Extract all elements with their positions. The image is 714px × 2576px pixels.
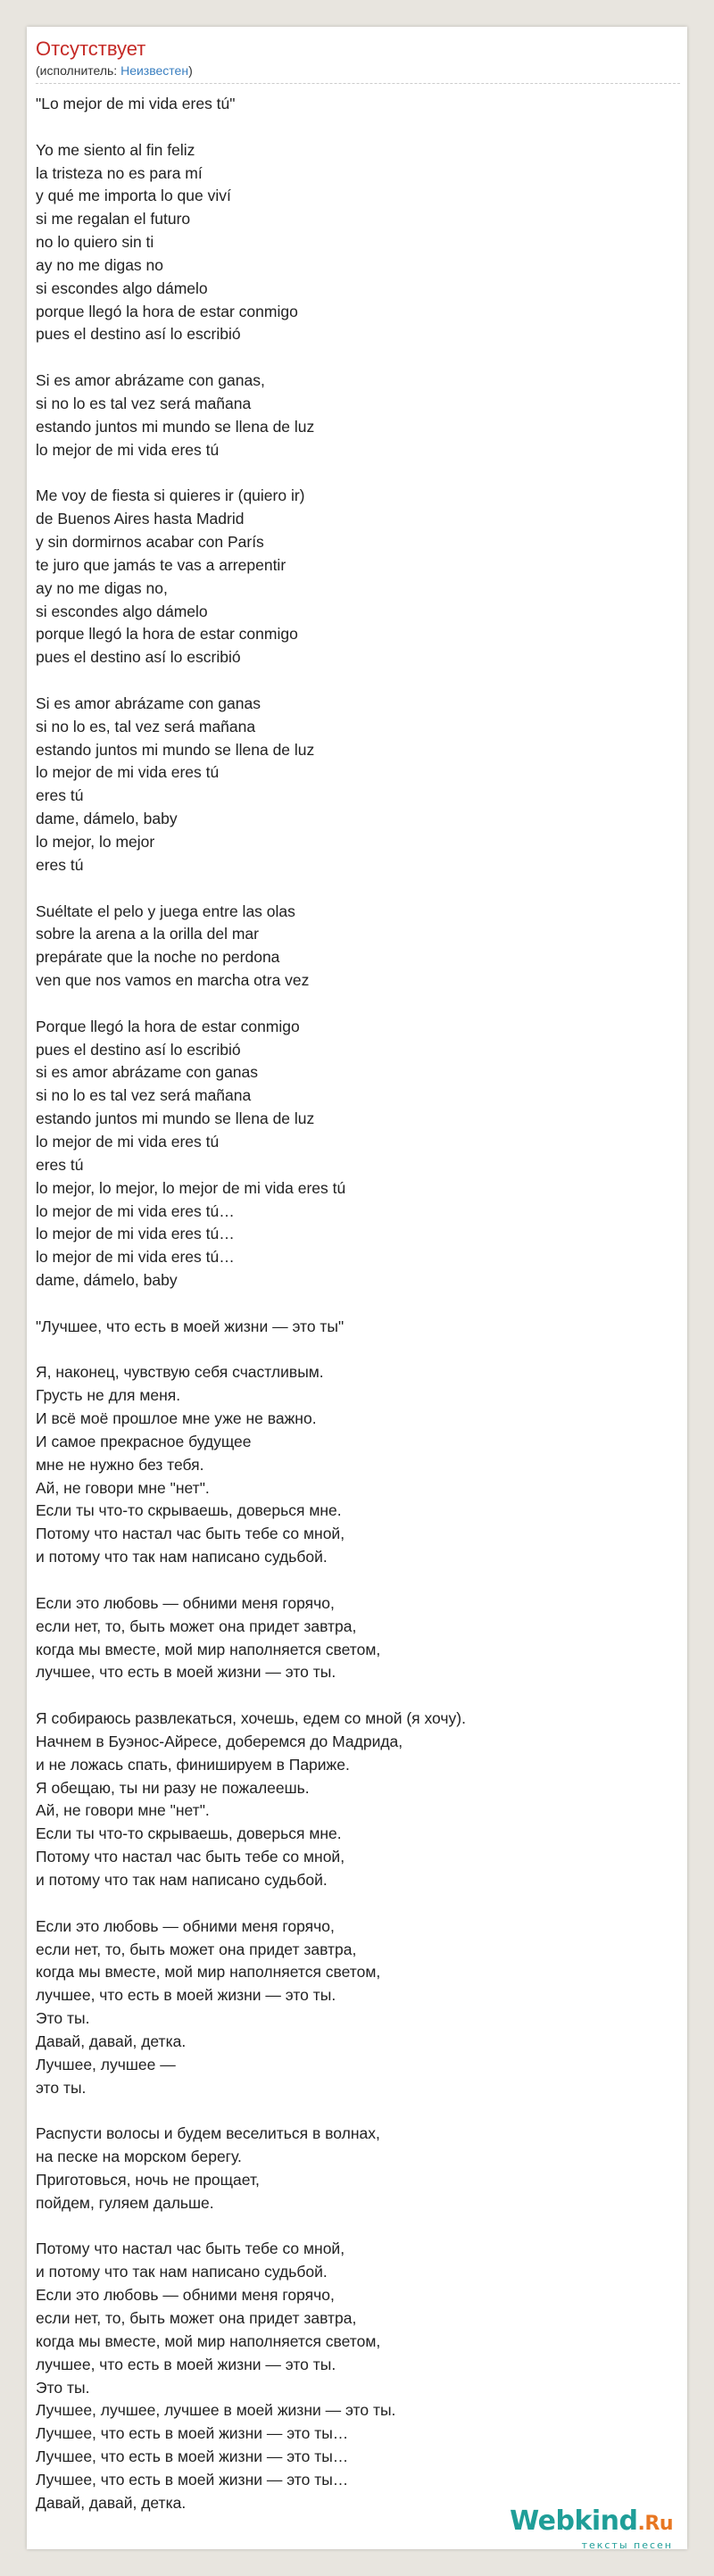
logo-tld: .Ru [637,2513,673,2535]
artist-link[interactable]: Неизвестен [120,63,189,78]
logo-tagline: тексты песен [581,2539,673,2551]
artist-line [36,62,678,79]
song-header [36,37,678,79]
header-divider [36,83,680,84]
song-title: Отсутствует [36,37,146,60]
artist-prefix: (исполнитель: [36,63,121,78]
logo-name: Webkind [510,2505,638,2537]
artist-suffix: ) [188,63,193,78]
lyrics-page [27,27,687,2549]
logo-wordmark [510,2505,673,2538]
lyrics-text: "Lo mejor de mi vida eres tú" Yo me siento al fin feliz la tristeza no es para mí y qué me importa lo que viví si me regalan el futuro no lo quiero sin ti ay no me digas no si escondes algo dámelo porque llegó la hora de estar conmigo pues el destino así lo escribió Si es amor abrázame con ganas, si no lo es tal vez será mañana estando juntos mi mundo se llena de luz lo mejor de mi vida eres tú Me voy de fiesta si quieres ir (quiero ir) de Buenos Aires hasta Madrid y sin dormirnos acabar con París te juro que jamás te vas a arrepentir ay no me digas no, si escondes algo dámelo porque llegó la hora de estar conmigo pues el destino así lo escribió Si es amor abrázame con ganas si no lo es, tal vez será mañana estando juntos mi mundo se llena de luz lo mejor de mi vida eres tú eres tú dame, dámelo, baby lo mejor, lo mejor eres tú Suéltate el pelo y juega entre las olas sobre la arena a la orilla del mar prepárate que la noche no perdona ven que nos vamos en marcha otra vez Porque llegó la hora de estar conmigo pues el destino así lo escribió si es amor abrázame con ganas si no lo es tal vez será mañana estando juntos mi mundo se llena de luz lo mejor de mi vida eres tú eres tú lo mejor, lo mejor, lo mejor de mi vida eres tú lo mejor de mi vida eres tú… lo mejor de mi vida eres tú… lo mejor de mi vida eres tú… dame, dámelo, baby "Лучшее, что есть в моей жизни — это ты" Я, наконец, чувствую себя счастливым. Грусть не для меня. И всё моё прошлое мне уже не важно. И самое прекрасное будущее мне не нужно без тебя. Ай, не говори мне "нет". Если ты что-то скрываешь, доверься мне. Потому что настал час быть тебе со мной, и потому что так нам написано судьбой. Если это любовь — обними меня горячо, если нет, то, быть может она придет завтра, когда мы вместе, мой мир наполняется светом, лучшее, что есть в моей жизни — это ты. Я собираюсь развлекаться, хочешь, едем со мной (я хочу). Начнем в Буэнос-Айресе, доберемся до Мадрида, и не ложась спать, финишируем в Париже. Я обещаю, ты ни разу не пожалеешь. Ай, не говори мне "нет". Если ты что-то скрываешь, доверься мне. Потому что настал час быть тебе со мной, и потому что так нам написано судьбой. Если это любовь — обними меня горячо, если нет, то, быть может она придет завтра, когда мы вместе, мой мир наполняется светом, лучшее, что есть в моей жизни — это ты. Это ты. Давай, давай, детка. Лучшее, лучшее — это ты. Распусти волосы и будем веселиться в волнах, на песке на морском берегу. Приготовься, ночь не прощает, пойдем, гуляем дальше. Потому что настал час быть тебе со мной, и потому что так нам написано судьбой. Если это любовь — обними меня горячо, если нет, то, быть может она придет завтра, когда мы вместе, мой мир наполняется светом, лучшее, что есть в моей жизни — это ты. Это ты. Лучшее, лучшее, лучшее в моей жизни — это ты. Лучшее, что есть в моей жизни — это ты… Лучшее, что есть в моей жизни — это ты… Лучшее, что есть в моей жизни — это ты… Давай, давай, детка. [36,95,466,2512]
site-logo[interactable] [510,2505,673,2551]
